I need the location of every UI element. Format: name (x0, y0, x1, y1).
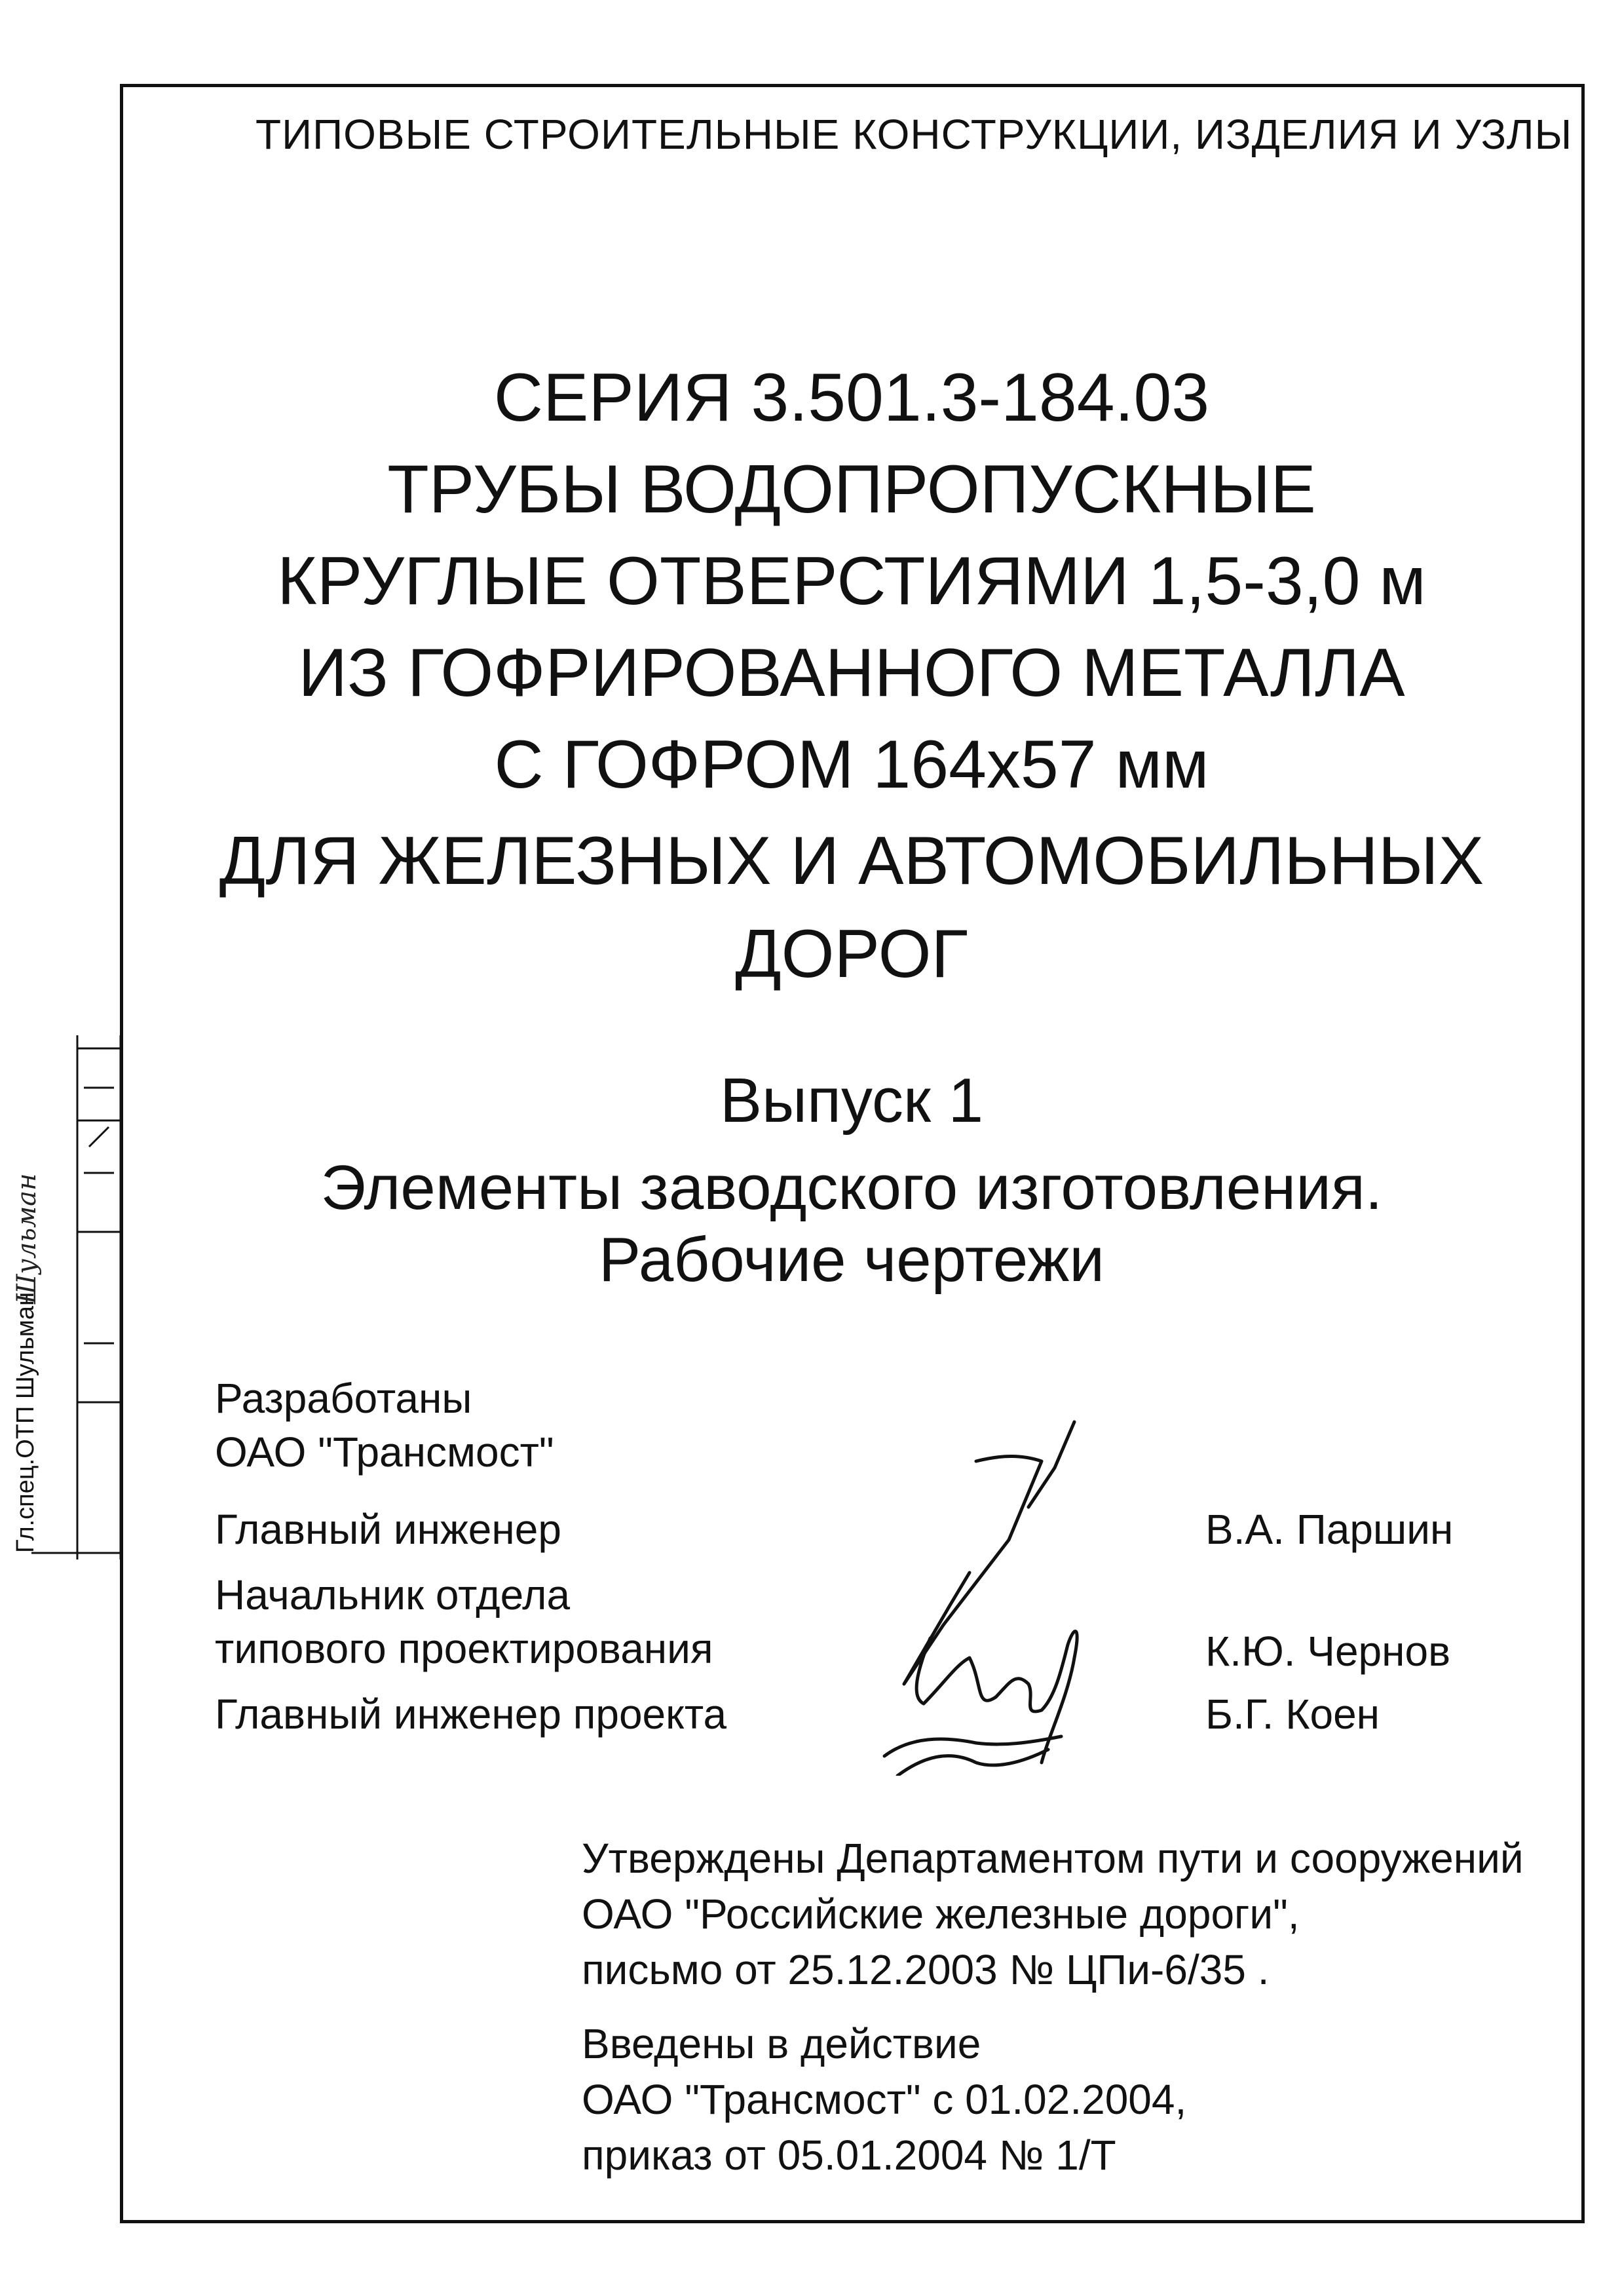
name-department-head: К.Ю. Чернов (1205, 1628, 1451, 1675)
role-department-head-line-2: типового проектирования (215, 1625, 713, 1672)
series-header: ТИПОВЫЕ СТРОИТЕЛЬНЫЕ КОНСТРУКЦИИ, ИЗДЕЛИЯ И УЗЛЫ (255, 111, 1573, 158)
name-chief-project-engineer: Б.Г. Коен (1205, 1691, 1380, 1738)
name-chief-engineer: В.А. Паршин (1205, 1506, 1454, 1553)
approval-line-2: ОАО "Российские железные дороги", (582, 1890, 1300, 1938)
role-chief-engineer: Главный инженер (215, 1506, 561, 1553)
title-line-2: КРУГЛЫЕ ОТВЕРСТИЯМИ 1,5-3,0 м (277, 543, 1426, 619)
side-approval-stamp (31, 1035, 121, 1559)
enactment-line-1: Введены в действие (582, 2020, 981, 2067)
title-line-6: ДОРОГ (735, 916, 968, 992)
role-chief-project-engineer: Главный инженер проекта (215, 1691, 727, 1738)
enactment-line-3: приказ от 05.01.2004 № 1/Т (582, 2132, 1116, 2179)
issue-subtitle-2: Рабочие чертежи (599, 1225, 1104, 1295)
issue-subtitle-1: Элементы заводского изготовления. (320, 1153, 1383, 1223)
side-stamp-signature: Шульман (12, 1173, 42, 1304)
title-line-series: СЕРИЯ 3.501.3-184.03 (493, 360, 1210, 436)
approval-line-1: Утверждены Департаментом пути и сооружений (582, 1835, 1524, 1882)
developer-line-1: Разработаны (215, 1375, 472, 1422)
developer-line-2: ОАО "Трансмост" (215, 1428, 554, 1476)
title-line-5: ДЛЯ ЖЕЛЕЗНЫХ И АВТОМОБИЛЬНЫХ (219, 823, 1484, 899)
role-department-head: Начальник отдела (215, 1571, 571, 1618)
approval-line-3: письмо от 25.12.2003 № ЦПи-6/35 . (582, 1946, 1270, 1993)
issue-number: Выпуск 1 (720, 1065, 983, 1136)
handwritten-signatures (845, 1409, 1120, 1776)
side-stamp-label: Гл.спец.ОТП Шульман (12, 1292, 39, 1553)
title-line-1: ТРУБЫ ВОДОПРОПУСКНЫЕ (387, 451, 1316, 527)
enactment-line-2: ОАО "Трансмост" с 01.02.2004, (582, 2076, 1187, 2123)
title-line-4: С ГОФРОМ 164х57 мм (494, 727, 1209, 803)
title-line-3: ИЗ ГОФРИРОВАННОГО МЕТАЛЛА (298, 635, 1405, 711)
